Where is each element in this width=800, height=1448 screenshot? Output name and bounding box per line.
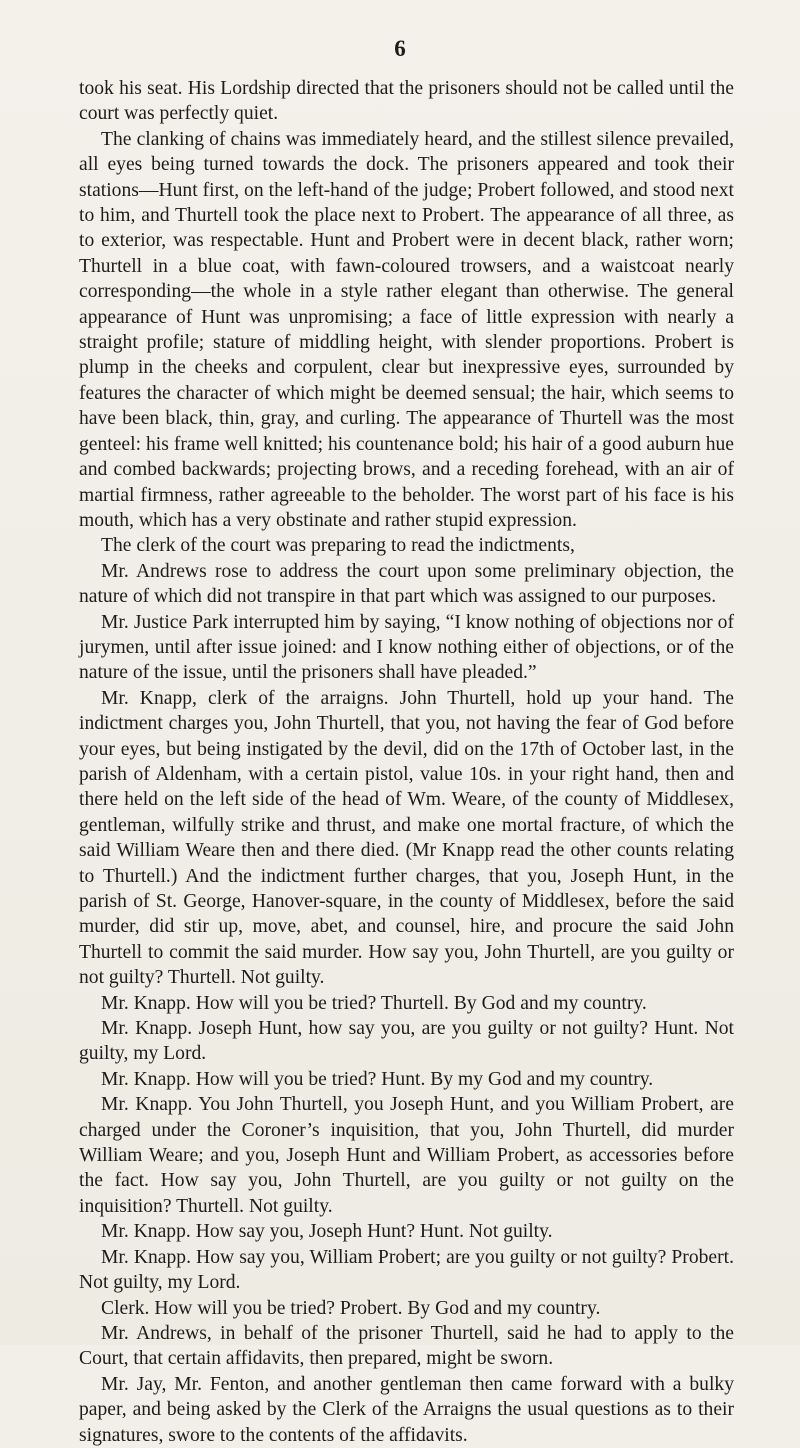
paragraph: Mr. Justice Park interrupted him by saying, “I know nothing of objections nor of jurymen, until after issue joined: and I know nothing either of objections, or of the nature of the issue, until the prisoners shall have pleaded.” [79,611,734,684]
paragraph: The clanking of chains was immediately heard, and the stillest silence prevailed, all eyes being turned towards the dock. The prisoners appeared and took their stations—Hunt first, on the left-hand of the judge; Probert followed, and stood next to him, and Thurtell took the place next to Probert. The appearance of all three, as to exterior, was respectable. Hunt and Probert were in decent black, rather worn; Thurtell in a blue coat, with fawn-coloured trowsers, and a waistcoat nearly corresponding—the whole in a style rather elegant than otherwise. The general appearance of Hunt was unpromising; a face of little expression with nearly a straight profile; stature of middling height, with slender proportions. Probert is plump in the cheeks and corpulent, clear but inexpressive eyes, surrounded by features the character of which might be deemed sensual; the hair, which seems to have been black, thin, gray, and curling. The appearance of Thurtell was the most genteel: his frame well knitted; his countenance bold; his hair of a good auburn hue and combed backwards; projecting brows, and a receding forehead, with an air of martial firmness, rather agreeable to the beholder. The worst part of his face is his mouth, which has a very obstinate and rather stupid expression. [79,128,734,531]
paragraph: Mr. Knapp. You John Thurtell, you Joseph Hunt, and you William Probert, are charged under the Coroner’s inquisition, that you, John Thurtell, did murder William Weare; and you, Joseph Hunt and William Probert, as accessories before the fact. How say you, John Thurtell, are you guilty or not guilty on the inquisition? Thurtell. Not guilty. [79,1094,734,1217]
paragraph: Mr. Knapp. How will you be tried? Hunt. By my God and my country. [101,1068,654,1090]
paragraph: Mr. Knapp. How say you, William Probert; are you guilty or not guilty? Probert. Not guilty, my Lord. [79,1246,734,1294]
body-text [79,76,734,1448]
paragraph: Mr. Knapp. Joseph Hunt, how say you, are you guilty or not guilty? Hunt. Not guilty, my Lord. [79,1018,734,1065]
page-number: 6 [394,36,406,61]
paragraph: The clerk of the court was preparing to read the indictments, [101,535,575,557]
paragraph: Mr. Knapp. How say you, Joseph Hunt? Hunt. Not guilty. [101,1221,553,1243]
paragraph: Clerk. How will you be tried? Probert. By God and my country. [101,1297,601,1319]
paragraph: Mr. Andrews rose to address the court upon some preliminary objection, the nature of which did not transpire in that part which was assigned to our purposes. [79,560,734,608]
paragraph: Mr. Knapp, clerk of the arraigns. John Thurtell, hold up your hand. The indictment charges you, John Thurtell, that you, not having the fear of God before your eyes, but being instigated by the devil, did on the 17th of October last, in the parish of Aldenham, with a certain pistol, value 10s. in your right hand, then and there held on the left side of the head of Wm. Weare, of the county of Middlesex, gentleman, wilfully strike and thrust, and make one mortal fracture, of which the said William Weare then and there died. (Mr Knapp read the other counts relating to Thurtell.) And the indictment further charges, that you, Joseph Hunt, in the parish of St. George, Hanover-square, in the county of Middlesex, before the said murder, did stir up, move, abet, and counsel, hire, and procure the said John Thurtell to commit the said murder. How say you, John Thurtell, are you guilty or not guilty? Thurtell. Not guilty. [79,687,734,989]
paragraph: Mr. Andrews, in behalf of the prisoner Thurtell, said he had to apply to the Court, that certain affidavits, then prepared, might be sworn. [79,1322,734,1370]
paragraph: Mr. Jay, Mr. Fenton, and another gentleman then came forward with a bulky paper, and being asked by the Clerk of the Arraigns the usual questions as to their signatures, swore to the contents of the affidavits. [79,1373,734,1446]
paragraph: took his seat. His Lordship directed that the prisoners should not be called until the court was perfectly quiet. [79,78,734,125]
paragraph: Mr. Knapp. How will you be tried? Thurtell. By God and my country. [101,992,647,1014]
